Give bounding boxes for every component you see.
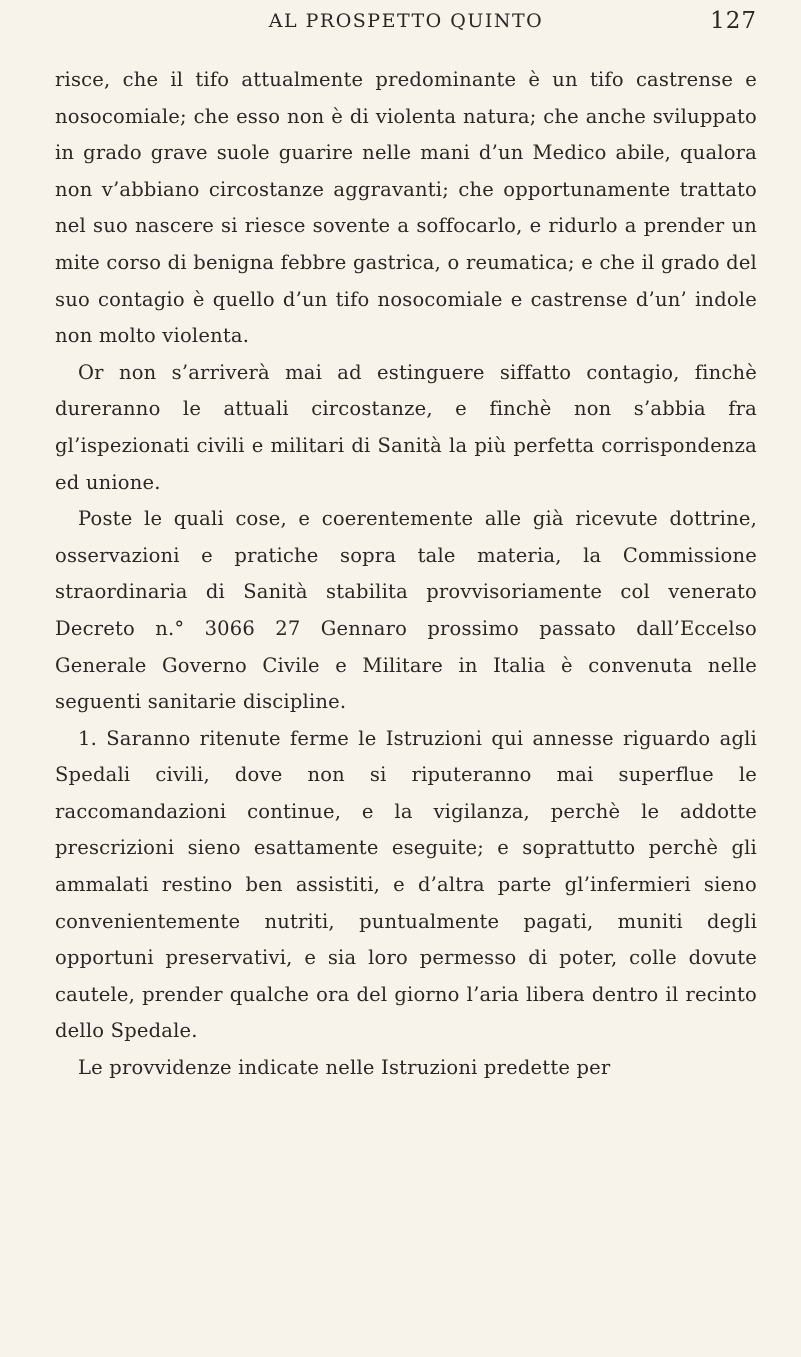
paragraph-numbered-1: 1. Saranno ritenute ferme le Istruzioni qui annesse riguardo agli Spedali civili, dove non si riputeranno mai superflue le raccomandazioni continue, e la vigilanza, perchè le addotte prescrizioni sieno esattamente eseguite; e soprattutto perchè gli ammalati restino ben assistiti, e d’altra parte gl’infermieri sieno convenientemente nutriti, puntualmente pagati, muniti degli opportuni preservativi, e sia loro permesso di poter, colle dovute cautele, prender qualche ora del giorno l’aria libera dentro il recinto dello Spedale.	[55, 726, 757, 1043]
paragraph: Poste le quali cose, e coerentemente alle già ricevute dottrine, osservazioni e pratiche sopra tale materia, la Commissione straordinaria di Sanità stabilita provvisoriamente col venerato Decreto n.° 3066 27 Gennaro prossimo passato dall’Eccelso Generale Governo Civile e Militare in Italia è convenuta nelle seguenti sanitarie discipline.	[55, 507, 757, 714]
page-number: 127	[710, 8, 757, 34]
body-text	[55, 62, 757, 1087]
running-head	[55, 10, 757, 40]
paragraph-continuation: risce, che il tifo attualmente predominante è un tifo castrense e nosocomiale; che esso non è di violenta natura; che anche sviluppato in grado grave suole guarire nelle mani d’un Medico abile, qualora non v’abbiano circostanze aggravanti; che opportunamente trattato nel suo nascere si riesce sovente a soffocarlo, e ridurlo a prender un mite corso di benigna febbre gastrica, o reumatica; e che il grado del suo contagio è quello d’un tifo nosocomiale e castrense d’un’ indole non molto violenta.	[55, 68, 757, 348]
paragraph: Or non s’arriverà mai ad estinguere siffatto contagio, finchè dureranno le attuali circostanze, e finchè non s’abbia fra gl’ispezionati civili e militari di Sanità la più perfetta corrispondenza ed unione.	[55, 360, 757, 494]
running-title: AL PROSPETTO QUINTO	[268, 10, 544, 32]
paragraph: Le provvidenze indicate nelle Istruzioni predette per	[78, 1056, 611, 1080]
